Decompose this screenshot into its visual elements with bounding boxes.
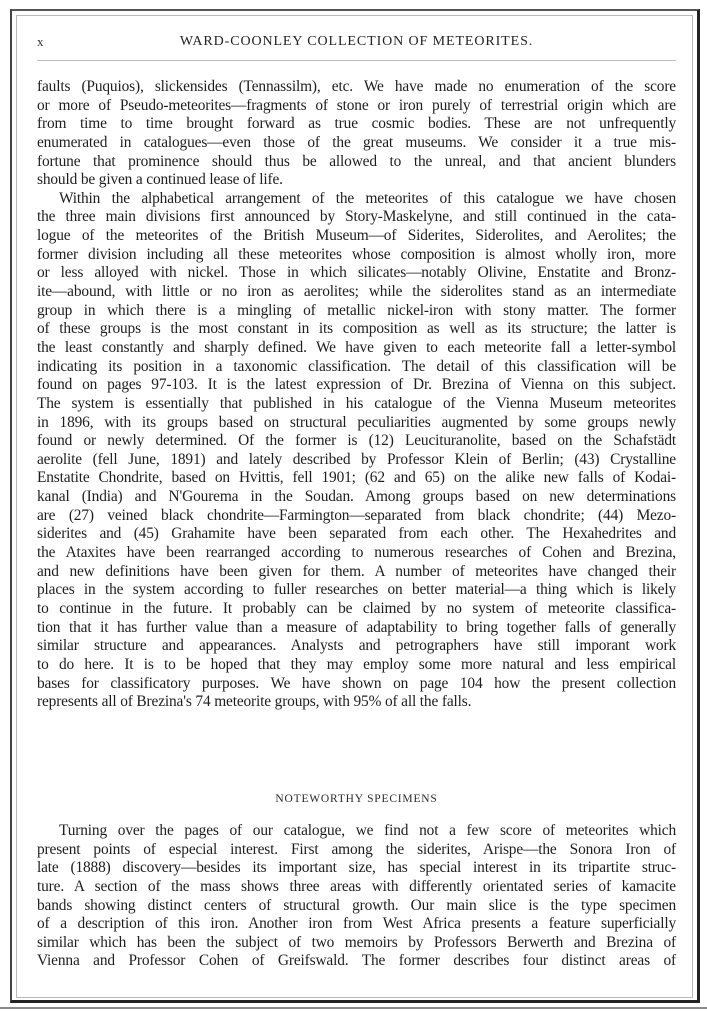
text-line: siderites and (45) Grahamite have been separated from each other. The Hexahedrites and <box>37 525 676 543</box>
text-line: enumerated in catalogues—even those of the great museums. We consider it a true mis- <box>37 133 676 151</box>
running-head <box>37 34 676 54</box>
text-line: of these groups is the most constant in its composition as well as its structure; the latter is <box>37 320 676 338</box>
running-head-title: WARD-COONLEY COLLECTION OF METEORITES. <box>179 34 534 49</box>
body-text <box>37 78 676 712</box>
text-line: similar which has been the subject of two memoirs by Professors Berwerth and Brezina of <box>37 933 676 951</box>
paragraph <box>37 190 676 712</box>
text-line: bands showing distinct centers of structural growth. Our main slice is the type specimen <box>37 896 676 914</box>
text-line: the least constantly and sharply defined. We have given to each meteorite fall a letter-symbol <box>37 338 676 356</box>
text-line: logue of the meteorites of the British Museum—of Siderites, Siderolites, and Aerolites; the <box>37 227 676 245</box>
text-line: late (1888) discovery—besides its important size, has special interest in its tripartite struc- <box>37 859 676 877</box>
text-line: Within the alphabetical arrangement of the meteorites of this catalogue we have chosen <box>59 189 676 207</box>
text-line: tion that it has further value than a measure of adaptability to bring together falls of generally <box>37 618 676 636</box>
text-line: the Ataxites have been rearranged according to numerous researches of Cohen and Brezina, <box>37 544 676 562</box>
text-line: of a description of this iron. Another iron from West Africa presents a feature superficially <box>37 915 676 933</box>
text-line: places in the system according to fuller researches on better material—a thing which is likely <box>37 581 676 599</box>
page-bottom-edge <box>0 1007 707 1009</box>
text-line: should be given a continued lease of life. <box>37 171 283 189</box>
text-line: Turning over the pages of our catalogue, we find not a few score of meteorites which <box>59 822 676 839</box>
text-line: ture. A section of the mass shows three areas with differently orientated series of kamacite <box>37 877 676 895</box>
text-line: to continue in the future. It probably can be claimed by no system of meteorite classifica- <box>37 599 676 617</box>
text-line: group in which there is a mingling of metallic nickel-iron with stony matter. The former <box>37 301 676 319</box>
text-line: similar structure and appearances. Analysts and petrographers have still imporant work <box>37 637 676 655</box>
text-line: or more of Pseudo-meteorites—fragments of stone or iron purely of terrestrial origin which are <box>37 96 676 114</box>
paragraph <box>37 78 676 190</box>
text-line: former division including all these meteorites whose composition is almost wholly iron, more <box>37 245 676 263</box>
text-line: faults (Puquios), slickensides (Tennassilm), etc. We have made no enumeration of the score <box>37 78 676 95</box>
text-line: to do here. It is to be hoped that they may employ some more natural and less empirical <box>37 655 676 673</box>
text-line: in 1896, with its groups based on structural peculiarities augmented by some groups newly <box>37 413 676 431</box>
text-line: indicating its position in a taxonomic classification. The detail of this classification will be <box>37 357 676 375</box>
text-line: found on pages 97-103. It is the latest expression of Dr. Brezina of Vienna on this subject. <box>37 376 676 394</box>
text-line: Vienna and Professor Cohen of Greifswald. The former describes four distinct areas of <box>37 952 676 970</box>
text-line: and new definitions have been given for them. A number of meteorites have changed their <box>37 562 676 580</box>
text-line: aerolite (fell June, 1891) and lately described by Professor Klein of Berlin; (43) Crystalline <box>37 450 676 468</box>
text-line: kanal (India) and N'Gourema in the Soudan. Among groups based on new determinations <box>37 488 676 506</box>
text-line: fortune that prominence should thus be allowed to the unreal, and that ancient blunders <box>37 152 676 170</box>
text-line: represents all of Brezina's 74 meteorite groups, with 95% of all the falls. <box>37 693 472 711</box>
text-line: found or newly determined. Of the former is (12) Leucituranolite, based on the Schafstädt <box>37 432 676 450</box>
text-line: from time to time brought forward as true cosmic bodies. These are not unfrequently <box>37 115 676 133</box>
text-line: bases for classificatory purposes. We have shown on page 104 how the present collection <box>37 674 676 692</box>
page-number: x <box>37 34 44 49</box>
text-line: present points of especial interest. First among the siderites, Arispe—the Sonora Iron of <box>37 840 676 858</box>
header-rule <box>37 60 676 61</box>
text-line: The system is essentially that published in his catalogue of the Vienna Museum meteorites <box>37 394 676 412</box>
text-line: or less alloyed with nickel. Those in which silicates—notably Olivine, Enstatite and Bronz- <box>37 264 676 282</box>
paragraph <box>37 822 676 971</box>
section-body-text <box>37 822 676 971</box>
text-line: are (27) veined black chondrite—Farmington—separated from black chondrite; (44) Mezo- <box>37 506 676 524</box>
text-line: ite—abound, with little or no iron as aerolites; while the siderolites stand as an intermediate <box>37 283 676 301</box>
text-line: Enstatite Chondrite, based on Hvittis, fell 1901; (62 and 65) on the alike new falls of Kodai- <box>37 469 676 487</box>
text-line: the three main divisions first announced by Story-Maskelyne, and still continued in the cata- <box>37 208 676 226</box>
section-heading: NOTEWORTHY SPECIMENS <box>275 793 438 805</box>
